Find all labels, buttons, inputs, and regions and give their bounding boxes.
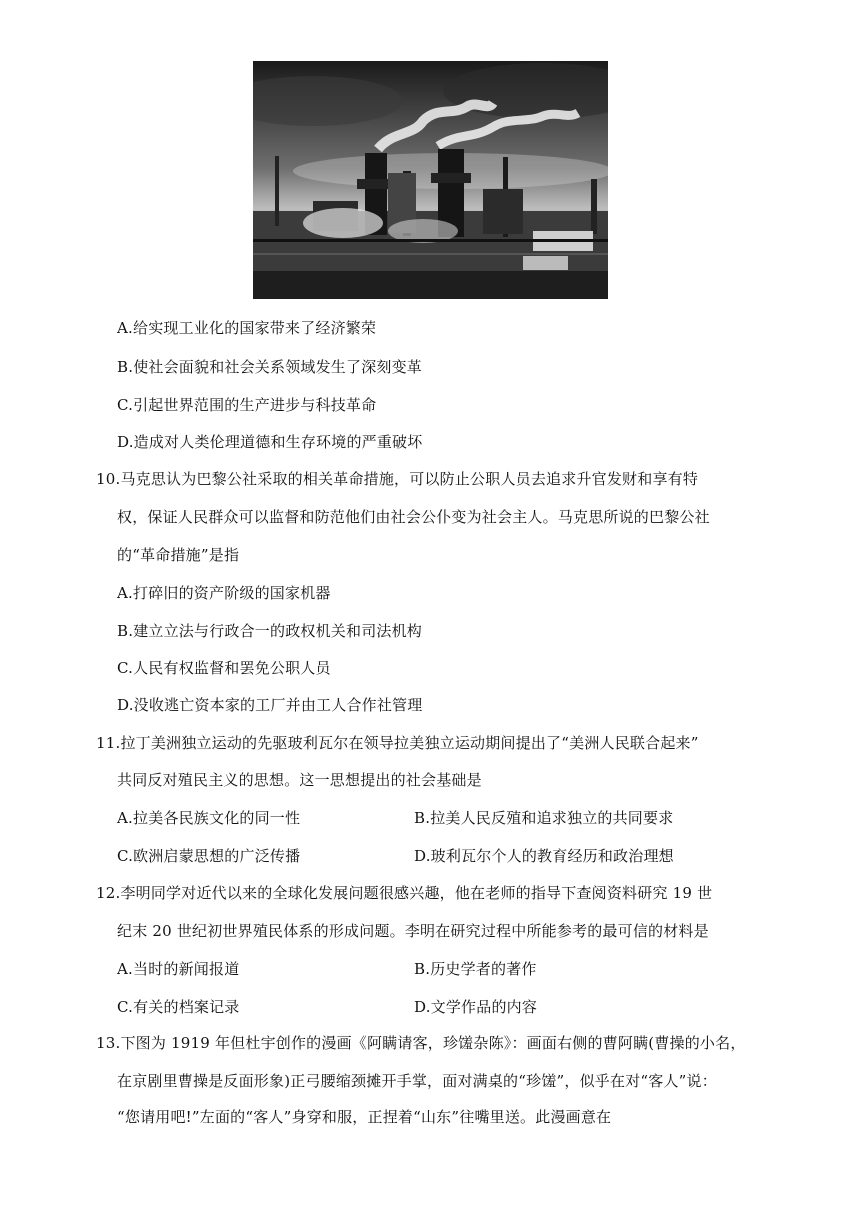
q13-stem-line-1: 13.下图为 1919 年但杜宇创作的漫画《阿瞒请客，珍馐杂陈》：画面右侧的曹阿瞒(曹操的小名， [96, 1034, 746, 1052]
q12-option-b: B.历史学者的著作 [414, 960, 537, 978]
q13-stem-line-3: “您请用吧!”左面的“客人”身穿和服，正捏着“山东”往嘴里送。此漫画意在 [117, 1108, 612, 1126]
q11-option-c: C.欧洲启蒙思想的广泛传播 [117, 847, 301, 865]
steelworks-photo [253, 61, 608, 299]
q9-option-c: C.引起世界范围的生产进步与科技革命 [117, 396, 377, 414]
q12-stem-line-1: 12.李明同学对近代以来的全球化发展问题很感兴趣，他在老师的指导下查阅资料研究 19 世 [96, 884, 713, 902]
q12-option-d: D.文学作品的内容 [414, 998, 538, 1016]
q13-stem-line-2: 在京剧里曹操是反面形象)正弓腰缩颈摊开手掌，面对满桌的“珍馐”，似乎在对“客人”说： [117, 1072, 717, 1090]
q11-stem-line-2: 共同反对殖民主义的思想。这一思想提出的社会基础是 [117, 771, 482, 789]
q10-stem-line-3: 的“革命措施”是指 [117, 546, 240, 564]
q12-stem-line-2: 纪末 20 世纪初世界殖民体系的形成问题。李明在研究过程中所能参考的最可信的材料是 [117, 922, 709, 940]
q9-option-b: B.使社会面貌和社会关系领域发生了深刻变革 [117, 358, 422, 376]
q10-option-a: A.打碎旧的资产阶级的国家机器 [117, 584, 331, 602]
q10-stem-line-1: 10.马克思认为巴黎公社采取的相关革命措施，可以防止公职人员去追求升官发财和享有特 [96, 470, 699, 488]
q9-option-d: D.造成对人类伦理道德和生存环境的严重破坏 [117, 433, 423, 451]
q11-option-b: B.拉美人民反殖和追求独立的共同要求 [414, 809, 674, 827]
q10-stem-line-2: 权，保证人民群众可以监督和防范他们由社会公仆变为社会主人。马克思所说的巴黎公社 [117, 508, 710, 526]
q11-option-a: A.拉美各民族文化的同一性 [117, 809, 301, 827]
q9-option-a: A.给实现工业化的国家带来了经济繁荣 [117, 319, 377, 337]
q12-option-a: A.当时的新闻报道 [117, 960, 240, 978]
q10-option-d: D.没收逃亡资本家的工厂并由工人合作社管理 [117, 696, 423, 714]
q11-stem-line-1: 11.拉丁美洲独立运动的先驱玻利瓦尔在领导拉美独立运动期间提出了“美洲人民联合起来” [96, 734, 699, 752]
q11-option-d: D.玻利瓦尔个人的教育经历和政治理想 [414, 847, 674, 865]
q10-option-c: C.人民有权监督和罢免公职人员 [117, 659, 331, 677]
q10-option-b: B.建立立法与行政合一的政权机关和司法机构 [117, 622, 422, 640]
q12-option-c: C.有关的档案记录 [117, 998, 240, 1016]
